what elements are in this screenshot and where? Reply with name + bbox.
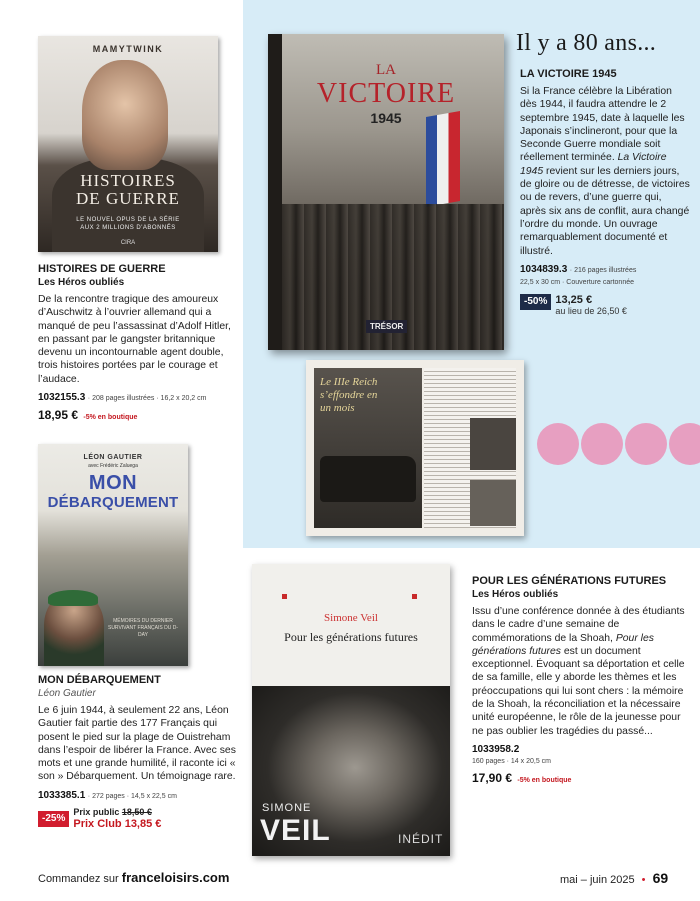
cover-sub-line2: AUX 2 MILLIONS D'ABONNÉS xyxy=(80,225,176,231)
cover-author: MAMYTWINK xyxy=(92,44,164,54)
store-promo: -5% en boutique xyxy=(83,414,138,422)
description-italic-title: La Victoire 1945 xyxy=(520,152,667,177)
product-reference xyxy=(472,743,692,768)
cover-title-line2: DÉBARQUEMENT xyxy=(47,494,179,511)
spread-title-line1: Le IIIe Reich xyxy=(320,376,378,388)
page-number: 69 xyxy=(652,870,669,886)
spread-tank-photo xyxy=(320,456,416,502)
description-part2: est un document exceptionnel. Évoquant sa déportation et celle de sa famille, elle y aborde les thèmes et les préoccupations qui lui sont chers : la mémoire de la Shoah, la réconciliation et la nécessaire unité européenne, le rôle de la jeunesse pour ne pas oublier les tragédies du passé... xyxy=(472,645,685,737)
store-promo: -5% en boutique xyxy=(517,776,572,784)
spread-title-line2: s’effondre en xyxy=(320,389,378,401)
product-description: De la rencontre tragique des amoureux d’Auschwitz à l’ouvrier allemand qui a manqué de peu l’assassinat d’Adolf Hitler, en passant par le gangster britannique devenu un incontournable agent double, trois histoires portées par le courage et l’audace. xyxy=(38,294,231,385)
price: 13,25 € xyxy=(555,293,593,306)
cover-subtitle xyxy=(38,216,218,232)
footer-site-link[interactable]: franceloisirs.com xyxy=(121,870,230,885)
cover-portrait-face xyxy=(82,60,168,170)
club-price: Prix Club 13,85 € xyxy=(73,817,162,830)
footer-order-text: Commandez sur xyxy=(38,873,119,885)
reference-number: 1033385.1 xyxy=(38,789,86,801)
product-details-line2: 22,5 x 30 cm · Couverture cartonnée xyxy=(520,278,635,286)
spread-title-line3: un mois xyxy=(320,402,355,414)
product-reference: 1034839.3 · 216 pages illustrées 22,5 x 30 cm · Couverture cartonnée xyxy=(520,263,690,289)
product-author: Léon Gautier xyxy=(38,688,96,699)
dot-2 xyxy=(581,423,623,465)
footer-separator: • xyxy=(641,874,646,886)
cover-title xyxy=(38,172,218,208)
public-price-line xyxy=(73,807,161,818)
cover-publisher-logo: CIRA xyxy=(120,240,136,246)
public-price: 18,50 € xyxy=(121,806,152,817)
footer-page-info xyxy=(560,870,668,886)
cover-sub-line1: LE NOUVEL OPUS DE LA SÉRIE xyxy=(76,217,180,223)
description-part1: Si la France célèbre la Libération dès 1944, il faudra attendre le 2 septembre 1945, date à laquelle les Japonais s’inclineront, pour que la Seconde Guerre mondiale soit réellement terminée. xyxy=(520,86,685,164)
product-title: MON DÉBARQUEMENT xyxy=(38,674,161,686)
book-cover-la-victoire-1945[interactable] xyxy=(268,34,504,350)
book-cover-histoires-de-guerre[interactable] xyxy=(38,36,218,252)
footer-period: mai – juin 2025 xyxy=(560,874,635,886)
product-title: POUR LES GÉNÉRATIONS FUTURES xyxy=(472,575,667,587)
price-line xyxy=(472,771,692,788)
product-details: 160 pages · 14 x 20,5 cm xyxy=(472,757,551,765)
book-cover-pour-les-generations-futures[interactable] xyxy=(252,564,450,856)
product-title: LA VICTOIRE 1945 xyxy=(520,68,617,80)
cover-inedit-label: INÉDIT xyxy=(398,832,444,846)
discount-badge: -50% xyxy=(520,294,551,310)
cover-title-line2: DE GUERRE xyxy=(76,189,180,208)
public-price-label: Prix public xyxy=(73,806,120,817)
spread-right-photo-1 xyxy=(470,418,516,470)
spread-title xyxy=(320,376,377,415)
cover-coauthor: avec Frédéric Zaluega xyxy=(88,463,138,469)
description-italic-title: Pour les générations futures xyxy=(472,632,654,657)
green-beret-icon xyxy=(48,590,98,606)
book-cover-mon-debarquement[interactable] xyxy=(38,444,188,666)
cover-year: 1945 xyxy=(370,110,402,126)
price-stack xyxy=(555,294,627,317)
price: 17,90 € xyxy=(472,770,513,785)
reference-number: 1034839.3 xyxy=(520,263,568,275)
price-block xyxy=(520,294,690,317)
price-line xyxy=(38,408,236,425)
product-subtitle: Les Héros oubliés xyxy=(472,589,559,600)
product-reference: 1033385.1 · 272 pages · 14,5 x 22,5 cm xyxy=(38,789,177,801)
product-description xyxy=(520,85,690,258)
cover-title-victoire: VICTOIRE xyxy=(316,78,456,109)
cover-red-square-right xyxy=(412,594,417,599)
footer-order xyxy=(38,870,229,885)
product-description xyxy=(472,605,692,738)
cover-name-first: SIMONE xyxy=(262,802,312,814)
dot-3 xyxy=(625,423,667,465)
old-price: au lieu de 26,50 € xyxy=(555,305,627,316)
cover-title-la: LA xyxy=(376,62,396,78)
section-heading: Il y a 80 ans... xyxy=(516,30,657,56)
product-histoires-de-guerre xyxy=(38,262,236,425)
cover-author: LÉON GAUTIER xyxy=(83,454,143,461)
discount-badge: -25% xyxy=(38,811,69,827)
cover-red-square-left xyxy=(282,594,287,599)
price: 18,95 € xyxy=(38,408,79,423)
cover-title: Pour les générations futures xyxy=(284,630,418,644)
reference-number: 1033958.2 xyxy=(472,743,520,755)
product-details: 208 pages illustrées · 16,2 x 20,2 cm xyxy=(92,395,207,403)
cover-title-line1: HISTOIRES xyxy=(80,171,176,190)
product-pour-les-generations-futures xyxy=(472,574,692,788)
book-inside-spread[interactable] xyxy=(306,360,524,536)
price-stack xyxy=(73,807,161,831)
price-block xyxy=(38,807,238,831)
spread-right-photo-2 xyxy=(470,480,516,526)
product-mon-debarquement xyxy=(38,673,238,831)
product-description: Le 6 juin 1944, à seulement 22 ans, Léon Gautier fait partie des 177 Français qui posent le pied sur la plage de Ouistreham dans l’espoir de libérer la France. Avec ses mots et une grande humilité, il raconte ici « son » Débarquement. Un témoignage rare. xyxy=(38,705,236,783)
description-part2: revient sur les derniers jours, de gloire ou de détresse, de victoires ou de revers, d’une guerre qui, après six ans de conflit, aura changé l’ordre du monde. Un ouvrage remarquablement documenté et illustré. xyxy=(520,165,690,257)
cover-author: Simone Veil xyxy=(324,612,378,624)
product-details-line1: 216 pages illustrées xyxy=(574,266,637,274)
decorative-dots xyxy=(537,423,700,465)
cover-name-last: VEIL xyxy=(260,814,331,847)
product-subtitle: Les Héros oubliés xyxy=(38,277,125,288)
dot-1 xyxy=(537,423,579,465)
product-reference: 1032155.3 · 208 pages illustrées · 16,2 x 20,2 cm xyxy=(38,392,207,404)
product-title: HISTOIRES DE GUERRE xyxy=(38,263,166,275)
reference-number: 1032155.3 xyxy=(38,392,86,404)
product-la-victoire-1945 xyxy=(520,67,690,317)
cover-title-line1: MON xyxy=(88,472,138,494)
dot-4 xyxy=(669,423,700,465)
cover-tagline: MÉMOIRES DU DERNIER SURVIVANT FRANÇAIS DU D-DAY xyxy=(107,618,178,638)
description-part1: Issu d’une conférence donnée à des étudiants dans le cadre d’une semaine de commémorations de la Shoah, xyxy=(472,606,685,644)
cover-publisher: TRÉSOR xyxy=(366,320,407,333)
product-details: 272 pages · 14,5 x 22,5 cm xyxy=(92,792,177,800)
